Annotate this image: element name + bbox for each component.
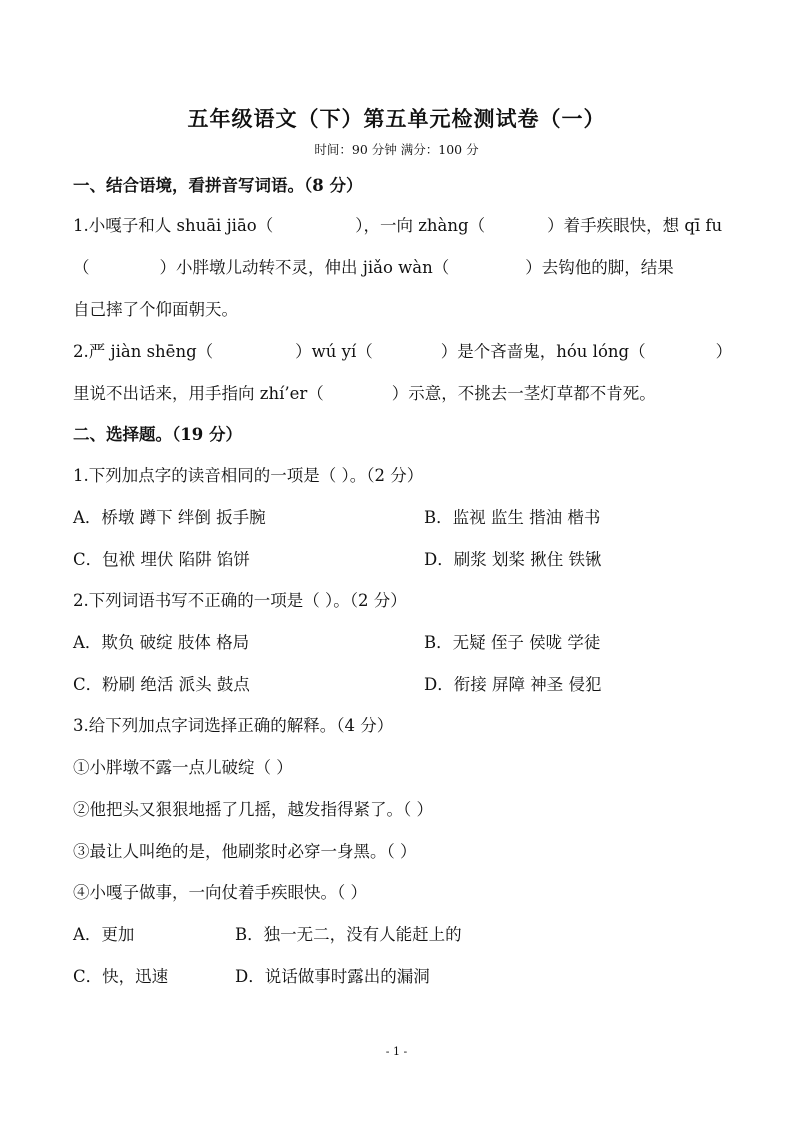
s1-q2-line2 (73, 380, 656, 404)
s1-q1-text-b: ），一向 zhàng（ (355, 216, 486, 235)
s2-q1-option-d[interactable]: D．刷浆 划桨 揪住 铁锹 (424, 550, 602, 569)
s2-q1-option-c[interactable]: C．包袱 埋伏 陷阱 馅饼 (73, 550, 250, 569)
s1-q1-text-e: ）小胖墩儿动转不灵，伸出 jiǎo wàn（ (159, 258, 450, 277)
s2-q3-item-3: ③最让人叫绝的是，他刷浆时必穿一身黑。（ ） (73, 842, 417, 861)
s2-q3-item-2: ②他把头又狠狠地摇了几摇，越发指得紧了。（ ） (73, 800, 433, 819)
s2-q3-option-c[interactable]: C．快，迅速 (73, 967, 169, 986)
s1-q1-line1 (73, 212, 722, 236)
s1-q1-text-d: （ (73, 258, 90, 277)
s1-q1-text-c: ）着手疾眼快，想 qī fu (547, 216, 723, 235)
s2-q2-option-c[interactable]: C．粉刷 绝活 派头 鼓点 (73, 675, 250, 694)
section-2-heading: 二、选择题。（19 分） (73, 425, 242, 444)
s2-q1-option-a[interactable]: A．桥墩 蹲下 绊倒 扳手腕 (73, 508, 266, 527)
s1-q2-line1 (73, 338, 732, 362)
s2-q2-stem: 2.下列词语书写不正确的一项是（ ）。（2 分） (73, 591, 407, 610)
s2-q1-stem: 1.下列加点字的读音相同的一项是（ ）。（2 分） (73, 466, 424, 485)
s2-q2-option-b[interactable]: B．无疑 侄子 侯咙 学徒 (424, 633, 601, 652)
page-number: - 1 - (385, 1045, 408, 1058)
s1-q2-text-e: 里说不出话来，用手指向 zhí’er（ (73, 384, 324, 403)
s1-q1-text-a: 1.小嘎子和人 shuāi jiāo（ (73, 216, 274, 235)
s2-q2-option-d[interactable]: D．衔接 屏障 神圣 侵犯 (424, 675, 602, 694)
s2-q3-option-a[interactable]: A．更加 (73, 925, 135, 944)
exam-time-score: 时间：90 分钟 满分：100 分 (314, 142, 479, 157)
s2-q3-item-1: ①小胖墩不露一点儿破绽（ ） (73, 758, 293, 777)
s1-q2-text-c: ）是个吝啬鬼，hóu lóng（ (440, 342, 646, 361)
s1-q1-text-f: ）去钩他的脚，结果 (525, 258, 674, 277)
s1-q1-line3: 自己摔了个仰面朝天。 (73, 300, 238, 319)
s2-q2-option-a[interactable]: A．欺负 破绽 肢体 格局 (73, 633, 250, 652)
s2-q3-option-b[interactable]: B．独一无二，没有人能赶上的 (235, 925, 462, 944)
s1-q2-text-f: ）示意，不挑去一茎灯草都不肯死。 (391, 384, 656, 403)
section-1-heading: 一、结合语境，看拼音写词语。（8 分） (73, 176, 363, 195)
s1-q2-text-b: ）wú yí（ (295, 342, 373, 361)
s2-q3-stem: 3.给下列加点字词选择正确的解释。（4 分） (73, 716, 394, 735)
s1-q2-text-a: 2.严 jiàn shēng（ (73, 342, 214, 361)
s2-q1-option-b[interactable]: B．监视 监生 揩油 楷书 (424, 508, 601, 527)
s2-q3-option-d[interactable]: D．说话做事时露出的漏洞 (235, 967, 430, 986)
s1-q1-line2 (73, 254, 674, 278)
s1-q2-text-d: ） (715, 342, 733, 361)
s2-q3-item-4: ④小嘎子做事，一向仗着手疾眼快。（ ） (73, 883, 367, 902)
page-title: 五年级语文（下）第五单元检测试卷（一） (187, 106, 606, 131)
